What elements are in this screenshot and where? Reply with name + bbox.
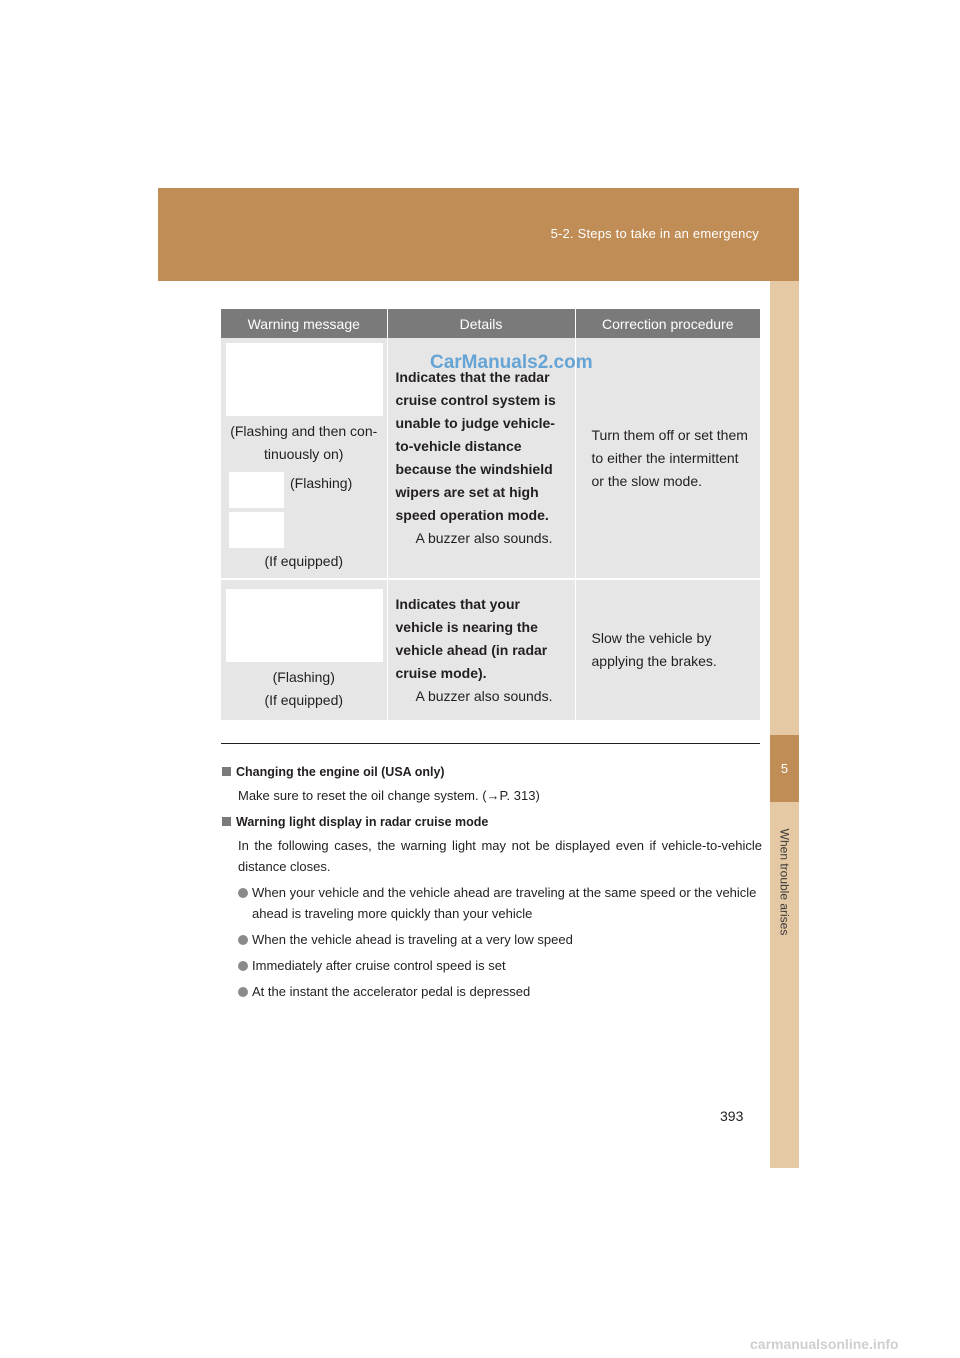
warning-indicator-image: [229, 512, 284, 548]
small-display-row: [221, 472, 387, 508]
flash-caption: (Flashing and then con- tinuously on): [230, 423, 378, 462]
table-row: [221, 579, 760, 720]
notes-section: [222, 762, 762, 1002]
warning-display-image: [226, 343, 383, 416]
details-text: Indicates that the radar cruise control system is unable to judge vehicle-to-vehicle distance because the windshield wipers are set at high speed operation mode.: [395, 369, 556, 523]
warning-message-cell: [221, 338, 387, 579]
equipped-caption: (If equipped): [264, 691, 344, 708]
section-title: 5-2. Steps to take in an emergency: [550, 226, 759, 241]
warning-message-cell: [221, 579, 387, 720]
header-details: Details: [387, 309, 575, 338]
list-item: When your vehicle and the vehicle ahead are traveling at the same speed or the vehicle ahead is traveling more quickly than your vehicle: [222, 882, 762, 924]
oil-body: Make sure to reset the oil change system. (→P. 313): [238, 788, 540, 803]
watermark-footer: carmanualsonline.info: [750, 1336, 899, 1352]
chapter-header-band: [158, 188, 799, 281]
section-divider: [221, 743, 760, 744]
header-warning-message: Warning message: [221, 309, 387, 338]
radar-body: In the following cases, the warning light may not be displayed even if vehicle-to-vehicle distance closes.: [238, 838, 762, 874]
warning-display-image: [226, 589, 383, 662]
table-row: [221, 338, 760, 579]
side-tab-upper: [770, 281, 799, 735]
list-item: Immediately after cruise control speed is set: [222, 955, 762, 976]
note-heading: [222, 762, 762, 783]
circle-bullet-icon: [238, 961, 248, 971]
details-cell: [387, 338, 575, 579]
buzzer-note: A buzzer also sounds.: [415, 687, 553, 704]
chapter-label: When trouble arises: [777, 828, 792, 936]
page-number: 393: [720, 1108, 744, 1124]
table-header-row: [221, 309, 760, 338]
details-cell: [387, 579, 575, 720]
radar-heading: Warning light display in radar cruise mode: [236, 815, 489, 829]
correction-cell: Turn them off or set them to either the intermittent or the slow mode.: [575, 338, 760, 579]
circle-bullet-icon: [238, 888, 248, 898]
flashing-caption: (Flashing): [290, 475, 353, 491]
details-text: Indicates that your vehicle is nearing the vehicle ahead (in radar cruise mode).: [395, 595, 548, 681]
circle-bullet-icon: [238, 935, 248, 945]
list-item: When the vehicle ahead is traveling at a very low speed: [222, 929, 762, 950]
chapter-number-tab: 5: [770, 735, 799, 802]
chapter-label-tab: [770, 802, 799, 962]
small-display-row: [221, 512, 387, 548]
equipped-caption: (If equipped): [264, 553, 344, 569]
header-correction: Correction procedure: [575, 309, 760, 338]
buzzer-note: A buzzer also sounds.: [415, 530, 553, 546]
square-bullet-icon: [222, 767, 231, 776]
flashing-caption: (Flashing): [272, 668, 335, 685]
warning-indicator-image: [229, 472, 284, 508]
note-heading: [222, 812, 762, 833]
circle-bullet-icon: [238, 987, 248, 997]
oil-heading: Changing the engine oil (USA only): [236, 765, 445, 779]
list-item: At the instant the accelerator pedal is depressed: [222, 981, 762, 1002]
correction-cell: Slow the vehicle by applying the brakes.: [575, 579, 760, 720]
square-bullet-icon: [222, 817, 231, 826]
watermark-logo: CarManuals2.com: [430, 352, 593, 373]
